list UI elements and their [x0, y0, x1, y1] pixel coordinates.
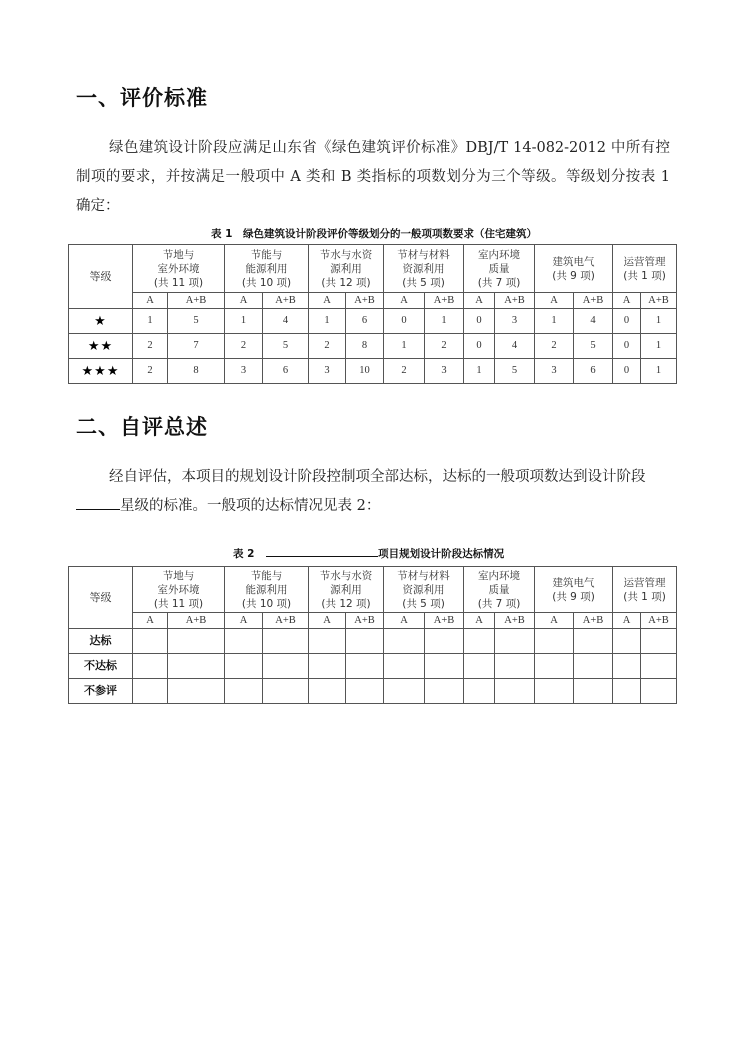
count-cell: 5 — [574, 334, 613, 359]
category-header-line: 节地与 — [162, 569, 195, 582]
subheader-a-plus-b: A+B — [263, 613, 309, 629]
subheader-a: A — [309, 613, 346, 629]
subheader-a: A — [464, 293, 495, 309]
category-header-line: (共 10 项) — [241, 597, 292, 610]
input-cell[interactable] — [225, 679, 263, 704]
category-header-line: 质量 — [488, 583, 510, 596]
input-cell[interactable] — [346, 679, 384, 704]
section-heading-evaluation-criteria: 一、评价标准 — [76, 86, 208, 110]
category-header-line: 节地与 — [162, 248, 195, 261]
subheader-a: A — [613, 613, 641, 629]
category-header — [225, 567, 309, 613]
category-header-line: 能源利用 — [245, 262, 288, 275]
status-label: 不达标 — [69, 654, 133, 679]
input-cell[interactable] — [535, 654, 574, 679]
category-header-line: (共 1 项) — [623, 590, 666, 603]
count-cell: 1 — [225, 309, 263, 334]
count-cell: 2 — [384, 359, 425, 384]
subheader-a-plus-b: A+B — [263, 293, 309, 309]
input-cell[interactable] — [641, 629, 677, 654]
count-cell: 6 — [346, 309, 384, 334]
input-cell[interactable] — [425, 654, 464, 679]
table2-caption — [233, 546, 504, 561]
section-heading-self-assessment: 二、自评总述 — [76, 415, 208, 439]
count-cell: 1 — [641, 334, 677, 359]
count-cell: 1 — [535, 309, 574, 334]
subheader-a-plus-b: A+B — [346, 613, 384, 629]
subheader-a: A — [613, 293, 641, 309]
category-header-line: 节水与水资 — [319, 569, 373, 582]
count-cell: 3 — [425, 359, 464, 384]
table-row — [69, 334, 677, 359]
input-cell[interactable] — [384, 629, 425, 654]
input-cell[interactable] — [168, 679, 225, 704]
category-header-line: 建筑电气 — [552, 576, 595, 589]
count-cell: 5 — [495, 359, 535, 384]
subheader-a: A — [133, 613, 168, 629]
table-row — [69, 654, 677, 679]
input-cell[interactable] — [613, 654, 641, 679]
input-cell[interactable] — [495, 654, 535, 679]
category-header — [133, 245, 225, 293]
subheader-a: A — [225, 293, 263, 309]
count-cell: 3 — [495, 309, 535, 334]
category-header — [309, 245, 384, 293]
count-cell: 0 — [613, 309, 641, 334]
category-header-line: 节水与水资 — [319, 248, 373, 261]
category-header — [464, 245, 535, 293]
subheader-a: A — [384, 613, 425, 629]
category-header-line: 节材与材料 — [397, 248, 450, 261]
count-cell: 2 — [425, 334, 464, 359]
star-rating-label: ★★ — [69, 334, 133, 359]
count-cell: 3 — [535, 359, 574, 384]
status-label: 不参评 — [69, 679, 133, 704]
table-row — [69, 359, 677, 384]
count-cell: 3 — [225, 359, 263, 384]
subheader-a-plus-b: A+B — [574, 293, 613, 309]
table1-header-row — [69, 245, 677, 293]
subheader-a-plus-b: A+B — [425, 613, 464, 629]
status-label: 达标 — [69, 629, 133, 654]
category-header-line: 能源利用 — [245, 583, 288, 596]
category-header — [535, 245, 613, 293]
count-cell: 1 — [425, 309, 464, 334]
category-header-line: 质量 — [488, 262, 510, 275]
count-cell: 0 — [464, 334, 495, 359]
section2-paragraph-text: 星级的标准。一般项的达标情况见表 2： — [120, 498, 381, 514]
category-header-line: 运营管理 — [623, 255, 666, 268]
subheader-a: A — [464, 613, 495, 629]
project-name-blank-field[interactable] — [266, 556, 378, 557]
table2-caption-prefix: 表 2 — [233, 548, 255, 560]
category-header-line: (共 10 项) — [241, 276, 292, 289]
count-cell: 1 — [309, 309, 346, 334]
input-cell[interactable] — [225, 654, 263, 679]
count-cell: 1 — [384, 334, 425, 359]
category-header-line: 建筑电气 — [552, 255, 595, 268]
input-cell[interactable] — [263, 679, 309, 704]
input-cell[interactable] — [309, 654, 346, 679]
table-row — [69, 629, 677, 654]
count-cell: 1 — [133, 309, 168, 334]
category-header-line: 室内环境 — [478, 248, 521, 261]
input-cell[interactable] — [495, 629, 535, 654]
count-cell: 1 — [641, 309, 677, 334]
category-header-line: (共 5 项) — [402, 597, 445, 610]
section2-paragraph — [76, 463, 670, 492]
count-cell: 6 — [574, 359, 613, 384]
count-cell: 2 — [309, 334, 346, 359]
input-cell[interactable] — [464, 629, 495, 654]
subheader-a: A — [133, 293, 168, 309]
subheader-a-plus-b: A+B — [574, 613, 613, 629]
grade-header: 等级 — [69, 567, 133, 629]
input-cell[interactable] — [346, 654, 384, 679]
grade-header: 等级 — [69, 245, 133, 309]
compliance-status-table — [68, 566, 677, 704]
input-cell[interactable] — [309, 629, 346, 654]
grade-requirements-table — [68, 244, 677, 384]
count-cell: 2 — [225, 334, 263, 359]
input-cell[interactable] — [133, 654, 168, 679]
subheader-a: A — [535, 613, 574, 629]
count-cell: 0 — [464, 309, 495, 334]
category-header — [309, 567, 384, 613]
category-header-line: (共 5 项) — [402, 276, 445, 289]
category-header — [613, 245, 677, 293]
input-cell[interactable] — [168, 629, 225, 654]
category-header — [133, 567, 225, 613]
count-cell: 0 — [613, 359, 641, 384]
table2-header-row — [69, 567, 677, 613]
input-cell[interactable] — [384, 679, 425, 704]
category-header-line: (共 9 项) — [552, 590, 595, 603]
category-header-line: (共 7 项) — [477, 597, 521, 610]
input-cell[interactable] — [641, 654, 677, 679]
input-cell[interactable] — [574, 654, 613, 679]
input-cell[interactable] — [309, 679, 346, 704]
input-cell[interactable] — [425, 629, 464, 654]
category-header-line: (共 9 项) — [552, 269, 595, 282]
count-cell: 5 — [168, 309, 225, 334]
subheader-a-plus-b: A+B — [641, 293, 677, 309]
star-rating-label: ★ — [69, 309, 133, 334]
input-cell[interactable] — [263, 629, 309, 654]
input-cell[interactable] — [464, 679, 495, 704]
count-cell: 8 — [168, 359, 225, 384]
table2-caption-suffix: 项目规划设计阶段达标情况 — [378, 548, 505, 560]
category-header-line: (共 11 项) — [153, 276, 204, 289]
input-cell[interactable] — [133, 679, 168, 704]
category-header-line: 节能与 — [250, 569, 283, 582]
count-cell: 8 — [346, 334, 384, 359]
table-row — [69, 679, 677, 704]
count-cell: 4 — [495, 334, 535, 359]
subheader-a-plus-b: A+B — [168, 293, 225, 309]
section2-paragraph-line2 — [76, 492, 670, 521]
category-header-line: (共 12 项) — [321, 597, 371, 610]
input-cell[interactable] — [613, 679, 641, 704]
section1-paragraph: 绿色建筑设计阶段应满足山东省《绿色建筑评价标准》DBJ/T 14-082-2012 中所有控制项的要求，并按满足一般项中 A 类和 B 类指标的项数划分为三个等级。等级划分按表 1 确定： — [76, 140, 670, 214]
count-cell: 4 — [574, 309, 613, 334]
category-header-line: 运营管理 — [623, 576, 666, 589]
section2-paragraph-line1: 经自评估，本项目的规划设计阶段控制项全部达标，达标的一般项项数达到设计阶段 — [109, 469, 646, 485]
count-cell: 4 — [263, 309, 309, 334]
input-cell[interactable] — [535, 679, 574, 704]
category-header — [535, 567, 613, 613]
table1-caption: 表 1 绿色建筑设计阶段评价等级划分的一般项项数要求（住宅建筑） — [211, 228, 537, 240]
category-header — [225, 245, 309, 293]
count-cell: 5 — [263, 334, 309, 359]
category-header-line: 源利用 — [330, 262, 362, 275]
table1-subheader-row — [69, 293, 677, 309]
input-cell[interactable] — [346, 629, 384, 654]
category-header-line: (共 11 项) — [153, 597, 204, 610]
category-header-line: 源利用 — [330, 583, 362, 596]
star-rating-label: ★★★ — [69, 359, 133, 384]
input-cell[interactable] — [225, 629, 263, 654]
category-header-line: (共 1 项) — [623, 269, 666, 282]
category-header-line: (共 7 项) — [477, 276, 521, 289]
input-cell[interactable] — [168, 654, 225, 679]
category-header-line: 室内环境 — [478, 569, 521, 582]
count-cell: 0 — [613, 334, 641, 359]
subheader-a-plus-b: A+B — [495, 293, 535, 309]
category-header — [384, 567, 464, 613]
input-cell[interactable] — [464, 654, 495, 679]
subheader-a: A — [225, 613, 263, 629]
input-cell[interactable] — [613, 629, 641, 654]
subheader-a: A — [384, 293, 425, 309]
count-cell: 10 — [346, 359, 384, 384]
count-cell: 3 — [309, 359, 346, 384]
category-header-line: (共 12 项) — [321, 276, 371, 289]
table-row — [69, 309, 677, 334]
count-cell: 0 — [384, 309, 425, 334]
count-cell: 2 — [535, 334, 574, 359]
category-header-line: 资源利用 — [402, 583, 445, 596]
category-header-line: 室外环境 — [157, 583, 200, 596]
subheader-a: A — [309, 293, 346, 309]
count-cell: 2 — [133, 359, 168, 384]
category-header-line: 节材与材料 — [397, 569, 450, 582]
count-cell: 1 — [464, 359, 495, 384]
category-header-line: 节能与 — [250, 248, 283, 261]
count-cell: 2 — [133, 334, 168, 359]
input-cell[interactable] — [574, 679, 613, 704]
count-cell: 1 — [641, 359, 677, 384]
count-cell: 7 — [168, 334, 225, 359]
subheader-a-plus-b: A+B — [168, 613, 225, 629]
category-header-line: 室外环境 — [157, 262, 200, 275]
input-cell[interactable] — [535, 629, 574, 654]
input-cell[interactable] — [425, 679, 464, 704]
category-header-line: 资源利用 — [402, 262, 445, 275]
table2-subheader-row — [69, 613, 677, 629]
subheader-a-plus-b: A+B — [641, 613, 677, 629]
input-cell[interactable] — [384, 654, 425, 679]
count-cell: 6 — [263, 359, 309, 384]
star-level-blank-field[interactable] — [76, 509, 120, 510]
category-header — [464, 567, 535, 613]
subheader-a-plus-b: A+B — [495, 613, 535, 629]
input-cell[interactable] — [263, 654, 309, 679]
input-cell[interactable] — [495, 679, 535, 704]
input-cell[interactable] — [574, 629, 613, 654]
input-cell[interactable] — [133, 629, 168, 654]
subheader-a-plus-b: A+B — [346, 293, 384, 309]
subheader-a: A — [535, 293, 574, 309]
subheader-a-plus-b: A+B — [425, 293, 464, 309]
category-header — [613, 567, 677, 613]
input-cell[interactable] — [641, 679, 677, 704]
category-header — [384, 245, 464, 293]
